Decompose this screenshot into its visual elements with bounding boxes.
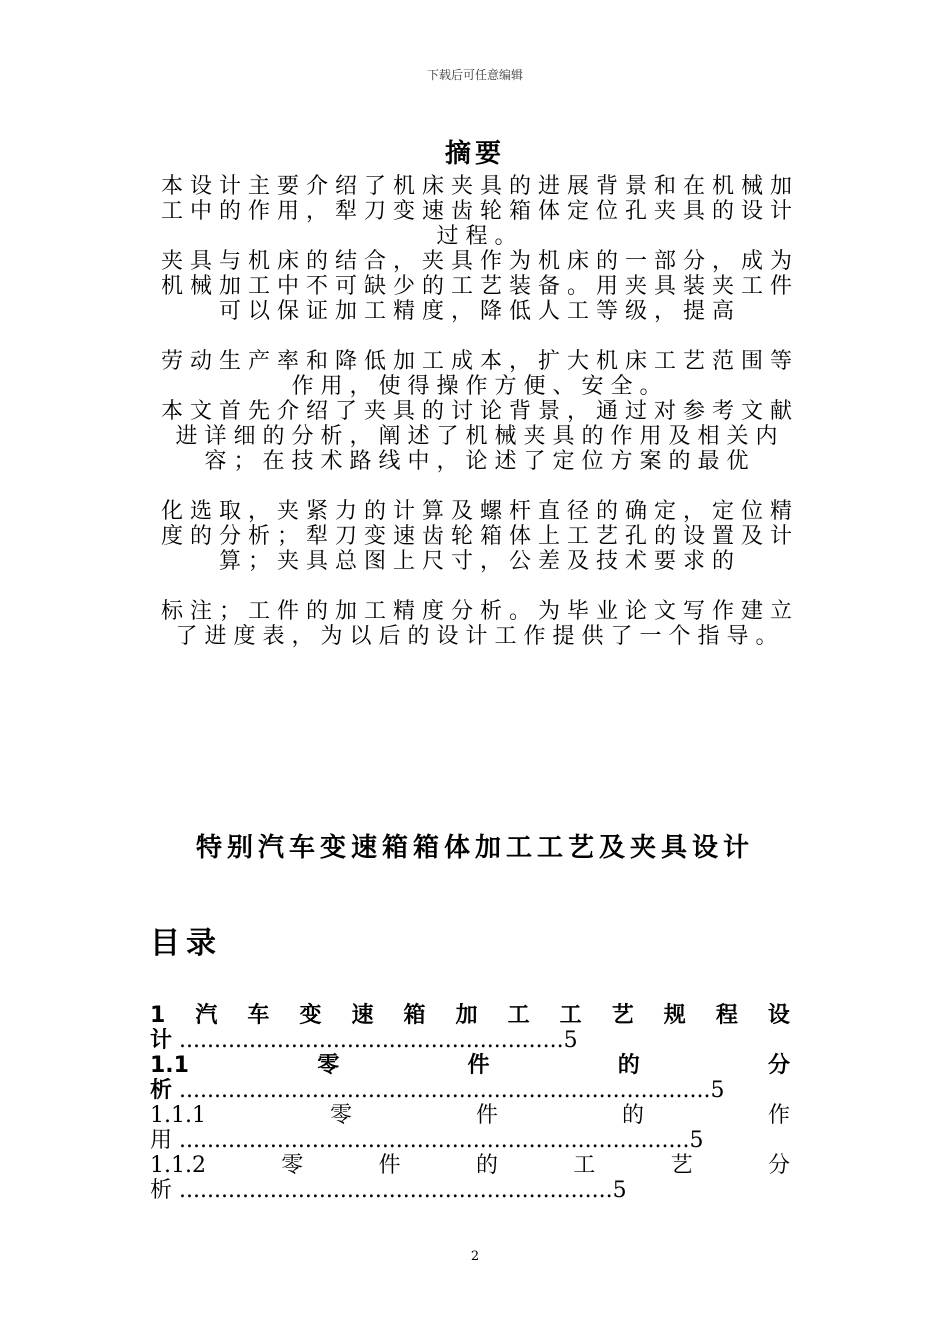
toc-page-number: 5	[710, 1078, 725, 1103]
page-header-note: 下载后可任意编辑	[426, 68, 523, 82]
abstract-body	[150, 174, 810, 649]
abstract-paragraph: 化选取，夹紧力的计算及螺杆直径的确定，定位精度的分析；犁刀变速齿轮箱体上工艺孔的设置及计算；夹具总图上尺寸，公差及技术要求的	[160, 499, 799, 574]
toc-title: 目录	[150, 926, 222, 961]
abstract-paragraph: 标注；工件的加工精度分析。为毕业论文写作建立了进度表，为以后的设计工作提供了一个指导。	[160, 599, 799, 649]
abstract-paragraph: 本设计主要介绍了机床夹具的进展背景和在机械加工中的作用，犁刀变速齿轮箱体定位孔夹具的设计过程。	[160, 174, 799, 249]
toc-entry[interactable]: 1.1.2 零 件 的 工 艺 分 析 ..............................................................5	[150, 1153, 790, 1203]
toc-entry-number: 1.1.2	[150, 1153, 206, 1178]
toc-entry-number: 1	[150, 1003, 166, 1028]
abstract-title: 摘要	[444, 139, 505, 169]
page-number: 2	[470, 1249, 480, 1264]
toc-leader-dots: .........................................................................	[179, 1128, 690, 1153]
toc-entry-number: 1.1.1	[150, 1103, 206, 1128]
toc-page-number: 5	[563, 1028, 578, 1053]
toc-entry-number: 1.1	[150, 1053, 189, 1078]
toc-leader-dots: .......................................................	[179, 1028, 564, 1053]
abstract-paragraph: 本文首先介绍了夹具的讨论背景，通过对参考文献进详细的分析，阐述了机械夹具的作用及相关内容；在技术路线中，论述了定位方案的最优	[160, 399, 799, 474]
abstract-paragraph: 劳动生产率和降低加工成本，扩大机床工艺范围等作用，使得操作方便、安全。	[160, 349, 799, 399]
toc-page-number: 5	[689, 1128, 704, 1153]
toc-page-number: 5	[612, 1178, 627, 1203]
abstract-paragraph: 夹具与机床的结合，夹具作为机床的一部分，成为机械加工中不可缺少的工艺装备。用夹具装夹工件可以保证加工精度，降低人工等级，提高	[160, 249, 799, 324]
toc-entry[interactable]: 1.1 零 件 的 分 析 ............................................................................5	[150, 1053, 790, 1103]
toc-leader-dots: ............................................................................	[179, 1078, 711, 1103]
toc-leader-dots: ..............................................................	[179, 1178, 613, 1203]
toc-entry[interactable]: 1 汽 车 变 速 箱 加 工 工 艺 规 程 设 计 .......................................................5	[150, 1003, 790, 1053]
toc-entry[interactable]: 1.1.1 零 件 的 作 用 .........................................................................5	[150, 1103, 790, 1153]
table-of-contents	[150, 1003, 790, 1203]
document-title: 特别汽车变速箱箱体加工工艺及夹具设计	[195, 833, 754, 863]
